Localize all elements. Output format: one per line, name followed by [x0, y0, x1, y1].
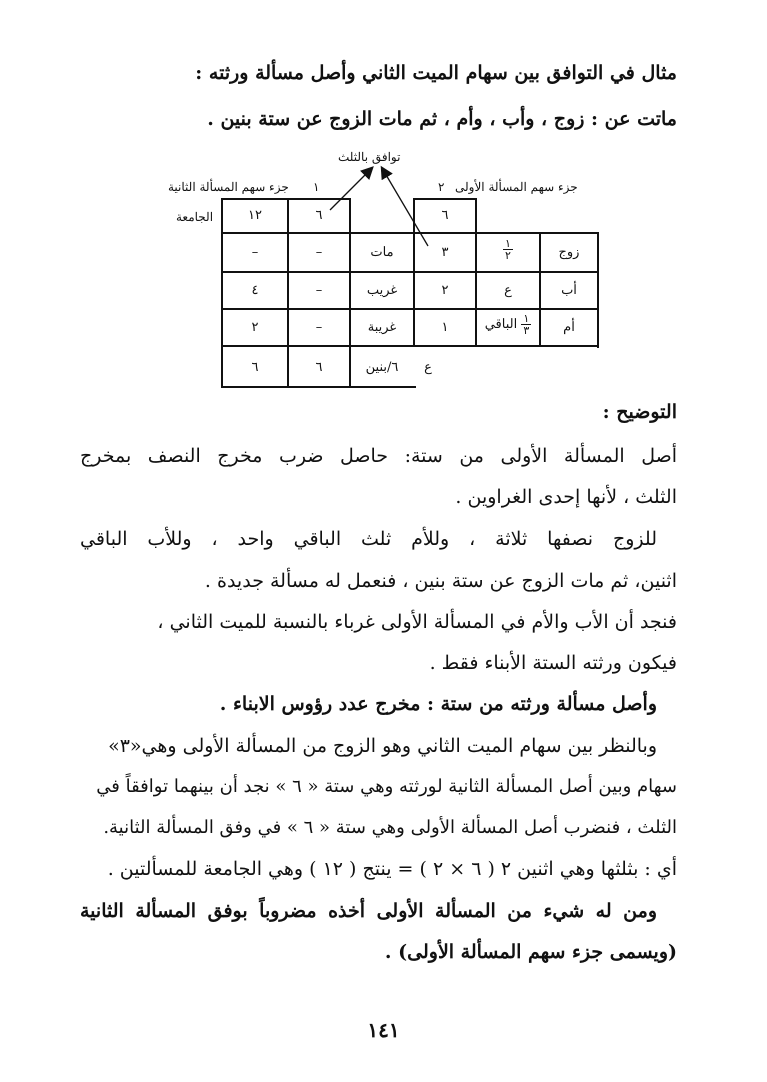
bottom-sons: ٦/بنين: [365, 360, 399, 375]
total-mother: ٢: [251, 320, 259, 335]
jamia-top-value: ١٢: [248, 208, 262, 223]
paragraph-line: وبالنظر بين سهام الميت الثاني وهو الزوج من المسألة الأولى وهي«٣»: [108, 735, 657, 757]
second-heir-mother: غريبة: [367, 320, 397, 335]
first-count-mother: ١: [441, 320, 449, 335]
paragraph-line: أي : بثلثها وهي اثنين ٢ ( ٦ × ٢ ) = ينتج ( ١٢ ) وهي الجامعة للمسألتين .: [107, 858, 677, 880]
explanation-title: التوضيح :: [602, 401, 677, 423]
share-mother: $\frac{١}{٣}$ الباقي: [484, 312, 530, 337]
second-top-value: ٦: [315, 208, 323, 223]
label-part-second: جزء سهم المسألة الثانية: [168, 180, 289, 194]
total-husband: –: [251, 245, 259, 260]
first-top-value: ٦: [441, 208, 449, 223]
second-heir-father: غريب: [366, 283, 398, 298]
heir-father: أب: [561, 283, 577, 298]
paragraph-line: فنجد أن الأب والأم في المسألة الأولى غرباء بالنسبة للميت الثاني ،: [157, 611, 677, 633]
example-heading: مثال في التوافق بين سهام الميت الثاني وأصل مسألة ورثته :: [195, 62, 677, 84]
inheritance-table-diagram: [0, 0, 767, 400]
heir-husband: زوج: [558, 245, 580, 260]
paragraph-line: وأصل مسألة ورثته من ستة : مخرج عدد رؤوس الابناء .: [219, 693, 657, 715]
paragraph-line: أصل المسألة الأولى من ستة: حاصل ضرب مخرج النصف بمخرج: [80, 445, 677, 467]
paragraph-line: الثلث ، لأنها إحدى الغراوين .: [455, 486, 677, 508]
paragraph-line: للزوج نصفها ثلاثة ، وللأم ثلث الباقي واحد ، وللأب الباقي: [80, 528, 657, 550]
label-part-second-value: ١: [313, 180, 320, 194]
label-part-first-value: ٢: [438, 180, 445, 194]
page-number: ١٤١: [367, 1018, 400, 1042]
total-father: ٤: [251, 283, 259, 298]
bottom-second-count: ٦: [315, 360, 323, 375]
bottom-total: ٦: [251, 360, 259, 375]
first-count-husband: ٣: [441, 245, 449, 260]
arrow-first: [382, 168, 428, 246]
second-heir-husband: مات: [370, 245, 394, 260]
paragraph-line: فيكون ورثته الستة الأبناء فقط .: [429, 652, 677, 674]
paragraph-line: سهام وبين أصل المسألة الثانية لورثته وهي ستة « ٦ » نجد أن بينهما توافقاً في: [96, 776, 677, 797]
label-jamia: الجامعة: [176, 210, 214, 224]
second-count-husband: –: [315, 245, 323, 260]
second-count-mother: –: [315, 320, 323, 335]
share-father: ع: [504, 283, 512, 298]
first-count-father: ٢: [441, 283, 449, 298]
paragraph-line: (ويسمى جزء سهم المسألة الأولى) .: [384, 941, 677, 963]
paragraph-line: ومن له شيء من المسألة الأولى أخذه مضروباً بوفق المسألة الثانية: [80, 900, 657, 922]
bottom-ain: ع: [424, 360, 432, 375]
share-husband: $\frac{١}{٢}$: [505, 237, 511, 262]
paragraph-line: اثنين، ثم مات الزوج عن ستة بنين ، فنعمل له مسألة جديدة .: [204, 570, 677, 592]
second-count-father: –: [315, 283, 323, 298]
heir-mother: أم: [563, 320, 575, 335]
label-part-first: جزء سهم المسألة الأولى: [455, 180, 578, 194]
paragraph-line: الثلث ، فنضرب أصل المسألة الأولى وهي ستة « ٦ » في وفق المسألة الثانية.: [103, 817, 677, 838]
arrow-label: توافق بالثلث: [338, 150, 401, 164]
problem-statement: ماتت عن : زوج ، وأب ، وأم ، ثم مات الزوج عن ستة بنين .: [207, 108, 677, 130]
